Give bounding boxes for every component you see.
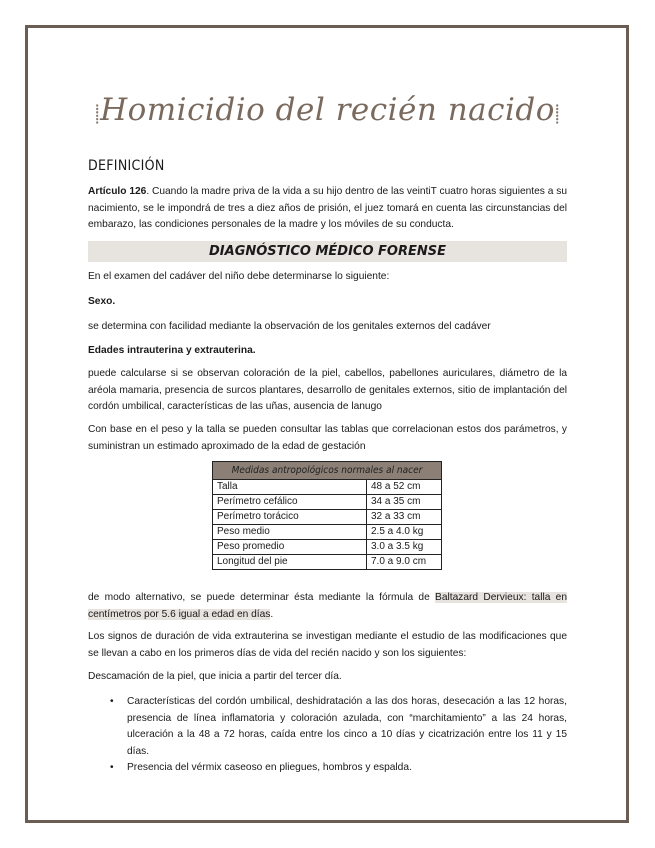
table-row: Peso medio 2.5 a 4.0 kg <box>213 525 442 540</box>
section-heading: DIAGNÓSTICO MÉDICO FORENSE <box>88 241 567 262</box>
table-row: Talla 48 a 52 cm <box>213 480 442 495</box>
list-item: • Presencia del vérmix caseoso en pliegues, hombros y espalda. <box>88 760 567 777</box>
article-paragraph: Artículo 126. Cuando la madre priva de la vida a su hijo dentro de las veintiT cuatro horas siguientes a su nacimiento, se le impondrá de tres a diez años de prisión, el juez tomará en cuenta las circunstancias del embarazo, las condiciones personales de la madre y los móviles de su conducta. <box>88 186 567 230</box>
edades-label: Edades intrauterina y extrauterina. <box>88 345 256 356</box>
measurements-table <box>212 461 442 570</box>
sexo-label: Sexo. <box>88 296 116 307</box>
signs-paragraph: Los signos de duración de vida extrauterina se investigan mediante el estudio de las modificaciones que se llevan a cabo en los primeros días de vida del recién nacido y son los siguientes: <box>88 631 567 659</box>
table-row: Perímetro torácico 32 a 33 cm <box>213 510 442 525</box>
formula-highlight: Baltazard Dervieux: talla en centímetros por 5.6 igual a edad en días <box>88 592 568 620</box>
list-item: • Características del cordón umbilical, deshidratación a las dos horas, desecación a las 12 horas, presencia de línea inflamatoria y coloración azulada, con “marchitamiento” a las 24 horas, ulceración a la 48 a 72 horas, caída entre los cinco a 10 días y cicatrización entre los 11 y 15 días. <box>110 696 567 757</box>
table-row: Peso promedio 3.0 a 3.5 kg <box>213 540 442 555</box>
leaf-ornament-icon: ⸽ <box>554 104 561 125</box>
bullet-icon: • <box>110 696 114 707</box>
table-row: Longitud del pie 7.0 a 9.0 cm <box>213 555 442 570</box>
document-title: ⸽Homicidio del recién nacido⸽ <box>94 92 561 128</box>
descamacion-text: Descamación de la piel, que inicia a partir del tercer día. <box>88 671 342 682</box>
sexo-text: se determina con facilidad mediante la observación de los genitales externos del cadáver <box>88 321 491 332</box>
edades-text: puede calcularse si se observan coloración de la piel, cabellos, pabellones auriculares, diámetro de la aréola mamaria, presencia de surcos plantares, desarrollo de genitales externos, sitio de implantación del cordón umbilical, características de las uñas, ausencia de lanugo <box>88 368 567 412</box>
bullet-icon: • <box>110 762 114 773</box>
formula-paragraph: de modo alternativo, se puede determinar ésta mediante la fórmula de Baltazard Dervieux: talla en centímetros por 5.6 igual a edad en días. <box>88 592 568 620</box>
definition-heading: DEFINICIÓN <box>88 158 165 174</box>
table-intro: Con base en el peso y la talla se pueden consultar las tablas que correlacionan estos dos parámetros, y suministran un estimado aproximado de la edad de gestación <box>88 424 567 452</box>
intro-text: En el examen del cadáver del niño debe determinarse lo siguiente: <box>88 271 390 282</box>
table-header: Medidas antropológicos normales al nacer <box>213 462 442 480</box>
table-row: Perímetro cefálico 34 a 35 cm <box>213 495 442 510</box>
signs-list <box>88 694 567 777</box>
leaf-ornament-icon: ⸽ <box>94 104 101 125</box>
